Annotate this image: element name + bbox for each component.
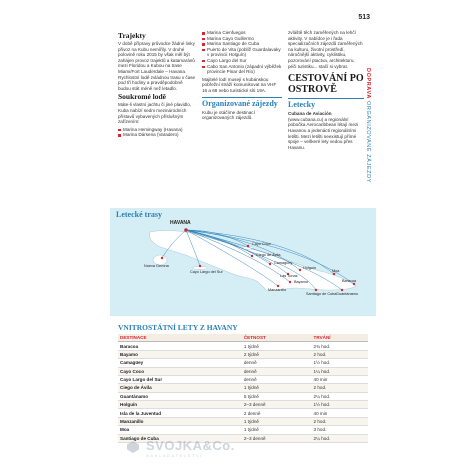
cell-duration: 2 hod. bbox=[312, 417, 368, 425]
list-item: Marina Dársena (Varadero) bbox=[118, 132, 196, 138]
cell-destination: Santiago de Cuba bbox=[118, 434, 242, 442]
list-item: Cayo Largo del Sur bbox=[202, 58, 282, 64]
map-label: Holguín bbox=[303, 266, 317, 270]
marina-list-1 bbox=[118, 127, 196, 138]
text-letecky: (www.cubana.cu) a regionální pobočka Aerocaribbean létají mezi Havanou a jedenácti regionálními letišti. Mezi letišti neexistují přímé spoje – veškeré lety vedou přes Havanu. bbox=[288, 116, 359, 150]
cell-destination: Cayo Largo del Sur bbox=[118, 375, 242, 383]
cell-frequency: 5 týdně bbox=[242, 392, 312, 400]
text-zajezdy-cont: zvláště těch zaměřených na lehčí aktivity. V nabídce je i řada specializačních zájezdů zaměřených na kulturu, životní prostředí, náročnější aktivity, cyklistiku, pozorování ptactva, architekturu, péči turistiku... stačí si vybrat. bbox=[288, 30, 363, 69]
table-row bbox=[118, 384, 368, 392]
airport-dot bbox=[299, 269, 301, 271]
cell-destination: Guantánamo bbox=[118, 392, 242, 400]
cell-frequency: 1 týdně bbox=[242, 342, 312, 350]
table-row bbox=[118, 426, 368, 434]
cell-frequency: 2 denně bbox=[242, 409, 312, 417]
table-row bbox=[118, 401, 368, 409]
cell-duration: 2¼ hod. bbox=[312, 392, 368, 400]
cell-frequency: denně bbox=[242, 359, 312, 367]
table-row bbox=[118, 367, 368, 375]
cell-duration: 1½ hod. bbox=[312, 401, 368, 409]
table-row bbox=[118, 342, 368, 350]
cell-destination: Manzanillo bbox=[118, 417, 242, 425]
cuba-map-svg bbox=[110, 208, 376, 316]
airport-dot bbox=[269, 263, 271, 265]
cell-duration: 2 hod. bbox=[312, 350, 368, 358]
airport-dot bbox=[184, 228, 188, 232]
airline-name: Cubana de Aviación bbox=[288, 111, 332, 117]
table-row bbox=[118, 392, 368, 400]
list-item: Cabo San Antonio (západní výběžek provincie Pinar del Río) bbox=[202, 64, 282, 75]
watermark-sub: NAKLADATELSTVÍ bbox=[146, 453, 204, 458]
table-row bbox=[118, 375, 368, 383]
text-trajekty: V době přípravy průvodce žádné linky přivoz na Kubu nemířily. V druhé polovině roku 2015 by však měl být zahájen provoz trajektů a katamaránů mezi Floridou a Kubou na trase Miami/Fort Lauderdale – Havana. Rychlostní lodě zvládnou trasu v čase pod tři hodiny a pravděpodobně budou stát méně než letadlo. bbox=[118, 41, 196, 91]
table-row bbox=[118, 359, 368, 367]
list-item: Marina Cienfuegos bbox=[202, 30, 282, 36]
map-label: Manzanillo bbox=[268, 288, 287, 292]
cell-duration: 2¾ hod. bbox=[312, 342, 368, 350]
watermark-name: SVOJKA&Co. bbox=[146, 438, 235, 453]
cell-frequency: 1 týdně bbox=[242, 426, 312, 434]
text-marinas: Majitelé lodí musejí s kubánskou pobřežní stráží komunikovat na VHF 16 a 68 nebo turistické síti 19A. bbox=[202, 76, 277, 93]
airport-dot bbox=[341, 289, 343, 291]
text-zajezdy: Kubu je otáčíme destinací organizovaných zájezdů. bbox=[202, 109, 255, 121]
map-label: Bayamo bbox=[294, 280, 308, 284]
table-row bbox=[118, 409, 368, 417]
cell-frequency: denně bbox=[242, 367, 312, 375]
cell-destination: Cayo Coco bbox=[118, 367, 242, 375]
publisher-watermark bbox=[126, 436, 316, 462]
table-header-row bbox=[118, 334, 368, 342]
cell-destination: Holguín bbox=[118, 401, 242, 409]
cell-duration: 2 hod. bbox=[312, 384, 368, 392]
airport-dot bbox=[353, 283, 355, 285]
cell-duration: 1½ hod. bbox=[312, 359, 368, 367]
map-label: Guantánamo bbox=[336, 292, 358, 296]
flight-routes-map bbox=[110, 208, 376, 316]
airport-dot bbox=[333, 273, 335, 275]
cell-destination: Ciego de Ávila bbox=[118, 384, 242, 392]
cell-destination: Camagüey bbox=[118, 359, 242, 367]
airport-dot bbox=[315, 289, 317, 291]
cell-frequency: 1 týdně bbox=[242, 384, 312, 392]
airport-dot bbox=[251, 255, 253, 257]
map-label-havana: HAVANA bbox=[170, 220, 191, 226]
map-label: Santiago de Cuba bbox=[306, 292, 337, 296]
cell-destination: Bayamo bbox=[118, 350, 242, 358]
cell-duration: 3 hod. bbox=[312, 426, 368, 434]
text-lode: Máte-li vlastní jachtu či jiné plavidlo, Kuba nabízí sedm mezinárodních přístavů vybavených příslušným zařízením: bbox=[118, 102, 192, 125]
cell-frequency: 2–3 denně bbox=[242, 434, 312, 442]
heading-letecky: Letecky bbox=[288, 98, 364, 109]
col-header: TRVÁNÍ bbox=[312, 334, 368, 342]
flights-table bbox=[118, 334, 368, 443]
airport-dot bbox=[289, 281, 291, 283]
column-3 bbox=[288, 30, 364, 152]
side-tab-prefix: DOPRAVA bbox=[365, 68, 371, 99]
cell-frequency: denně bbox=[242, 375, 312, 383]
map-label: Nueva Gerona bbox=[144, 264, 169, 268]
list-item: Marina Hemingway (Havana) bbox=[118, 127, 196, 133]
page-number: 513 bbox=[358, 14, 370, 21]
map-label: Moa bbox=[332, 269, 340, 273]
cell-frequency: 2 týdně bbox=[242, 350, 312, 358]
side-tab bbox=[364, 68, 374, 208]
heading-zajezdy: Organizované zájezdy bbox=[202, 97, 282, 108]
map-label: Las Tunas bbox=[280, 274, 298, 278]
cell-destination: Moa bbox=[118, 426, 242, 434]
marina-list-2 bbox=[202, 30, 282, 75]
cell-destination: Baracoa bbox=[118, 342, 242, 350]
airport-dot bbox=[277, 285, 279, 287]
cell-duration: 40 min bbox=[312, 409, 368, 417]
cell-duration: 2¼ hod. bbox=[312, 434, 368, 442]
heading-lode: Soukromé lodě bbox=[118, 92, 166, 102]
column-1 bbox=[118, 30, 196, 140]
map-label: Cayo Coco bbox=[252, 242, 271, 246]
column-2 bbox=[202, 30, 282, 123]
map-label: Camagüey bbox=[274, 261, 293, 265]
cell-frequency: 1 týdně bbox=[242, 417, 312, 425]
cell-destination: Isla de la Juventud bbox=[118, 409, 242, 417]
book-page bbox=[110, 8, 376, 468]
airport-dot bbox=[247, 245, 249, 247]
list-item: Marina Cayo Guillermo bbox=[202, 36, 282, 42]
map-title: Letecké trasy bbox=[116, 210, 162, 219]
publisher-logo-icon bbox=[126, 440, 140, 454]
cell-duration: 1¼ hod. bbox=[312, 367, 368, 375]
side-tab-rest: ORGANIZOVANÉ ZÁJEZDY bbox=[365, 101, 371, 183]
table-title: VNITROSTÁTNÍ LETY Z HAVANY bbox=[118, 323, 238, 332]
map-label: Baracoa bbox=[342, 279, 357, 283]
cell-frequency: 2–3 denně bbox=[242, 401, 312, 409]
list-item: Marina Santiago de Cuba bbox=[202, 41, 282, 47]
col-header: DESTINACE bbox=[118, 334, 242, 342]
table-row bbox=[118, 417, 368, 425]
col-header: ČETNOST bbox=[242, 334, 312, 342]
map-label: Ciego de Ávila bbox=[256, 253, 281, 257]
airport-dot bbox=[199, 265, 201, 267]
heading-cestovani: CESTOVÁNÍ PO OSTROVĚ bbox=[288, 73, 364, 96]
table-row bbox=[118, 350, 368, 358]
list-item: Puerto de Vita (poblíž Guardalavaky v provincii Holguín) bbox=[202, 47, 282, 58]
flights-table-block bbox=[118, 320, 368, 443]
airport-dot bbox=[161, 257, 163, 259]
heading-trajekty: Trajekty bbox=[118, 31, 146, 40]
map-label: Cayo Largo del Sur bbox=[190, 270, 223, 274]
cell-duration: 40 min bbox=[312, 375, 368, 383]
